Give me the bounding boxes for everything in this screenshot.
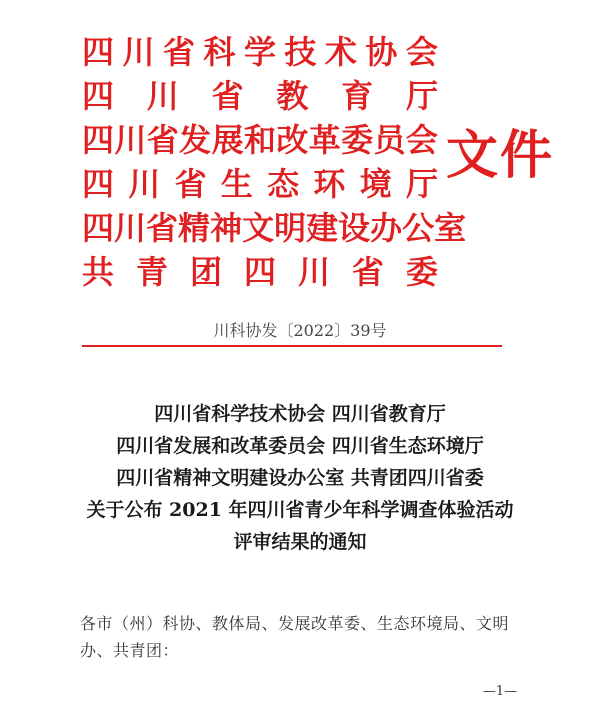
issuer-char: 精: [178, 209, 211, 247]
document-number: 川科协发〔2022〕39号: [213, 321, 387, 340]
issuer-char: 态: [267, 165, 300, 203]
issuer-char: 学: [243, 33, 276, 71]
issuer-char: 境: [359, 165, 392, 203]
issuer-char: 育: [341, 77, 374, 115]
issuer-char: 革: [308, 121, 341, 159]
issuer-block: [82, 30, 467, 294]
issuer-char: 省: [211, 77, 244, 115]
issuer-char: 环: [313, 165, 346, 203]
issuer-char: 室: [434, 209, 467, 247]
issuer-char: 改: [276, 121, 309, 159]
issuer-char: 办: [370, 209, 403, 247]
issuer-line: [82, 30, 438, 74]
issuer-char: 团: [189, 253, 222, 291]
notice-title: [40, 398, 560, 558]
issuer-char: 厅: [405, 165, 438, 203]
issuer-char: 发: [179, 121, 212, 159]
issuer-char: 公: [402, 209, 435, 247]
document-suffix: 文件: [446, 125, 555, 186]
issuer-char: 明: [274, 209, 307, 247]
title-line: 四川省科学技术协会 四川省教育厅: [154, 403, 446, 425]
issuer-char: 四: [82, 77, 115, 115]
title-line: 关于公布 2021 年四川省青少年科学调查体验活动: [86, 499, 514, 521]
issuer-char: 术: [324, 33, 357, 71]
issuer-char: 省: [162, 33, 195, 71]
issuer-char: 科: [203, 33, 236, 71]
salutation: 各市（州）科协、教体局、发展改革委、生态环境局、文明办、共青团：: [80, 614, 510, 660]
issuer-char: 生: [220, 165, 253, 203]
red-divider: [82, 345, 502, 347]
issuer-char: 青: [135, 253, 168, 291]
issuer-char: 四: [82, 121, 115, 159]
issuer-char: 和: [243, 121, 276, 159]
issuer-char: 员: [373, 121, 406, 159]
issuer-char: 川: [114, 121, 147, 159]
issuer-char: 委: [341, 121, 374, 159]
issuer-char: 技: [284, 33, 317, 71]
issuer-char: 四: [82, 165, 115, 203]
issuer-line: [82, 250, 438, 294]
issuer-char: 川: [146, 77, 179, 115]
issuer-char: 会: [405, 121, 438, 159]
issuer-char: 教: [276, 77, 309, 115]
issuer-char: 川: [114, 209, 147, 247]
issuer-line: [82, 162, 438, 206]
issuer-char: 设: [338, 209, 371, 247]
issuer-char: 四: [82, 33, 115, 71]
issuer-char: 川: [128, 165, 161, 203]
issuer-char: 厅: [405, 77, 438, 115]
issuer-line: [82, 118, 438, 162]
issuer-char: 建: [306, 209, 339, 247]
issuer-line: [82, 74, 438, 118]
issuer-char: 省: [174, 165, 207, 203]
title-line: 四川省发展和改革委员会 四川省生态环境厅: [116, 435, 484, 457]
issuer-char: 神: [210, 209, 243, 247]
title-line: 评审结果的通知: [233, 531, 367, 553]
issuer-char: 省: [351, 253, 384, 291]
issuer-char: 共: [82, 253, 115, 291]
issuer-char: 展: [211, 121, 244, 159]
issuer-line: [82, 206, 467, 250]
issuer-char: 文: [242, 209, 275, 247]
page-number: —1—: [482, 684, 518, 699]
title-line: 四川省精神文明建设办公室 共青团四川省委: [116, 467, 484, 489]
issuer-char: 协: [365, 33, 398, 71]
issuer-char: 委: [405, 253, 438, 291]
issuer-char: 川: [122, 33, 155, 71]
issuer-char: 会: [405, 33, 438, 71]
issuer-char: 四: [243, 253, 276, 291]
issuer-char: 省: [146, 121, 179, 159]
issuer-char: 省: [146, 209, 179, 247]
issuer-char: 川: [297, 253, 330, 291]
issuer-char: 四: [82, 209, 115, 247]
